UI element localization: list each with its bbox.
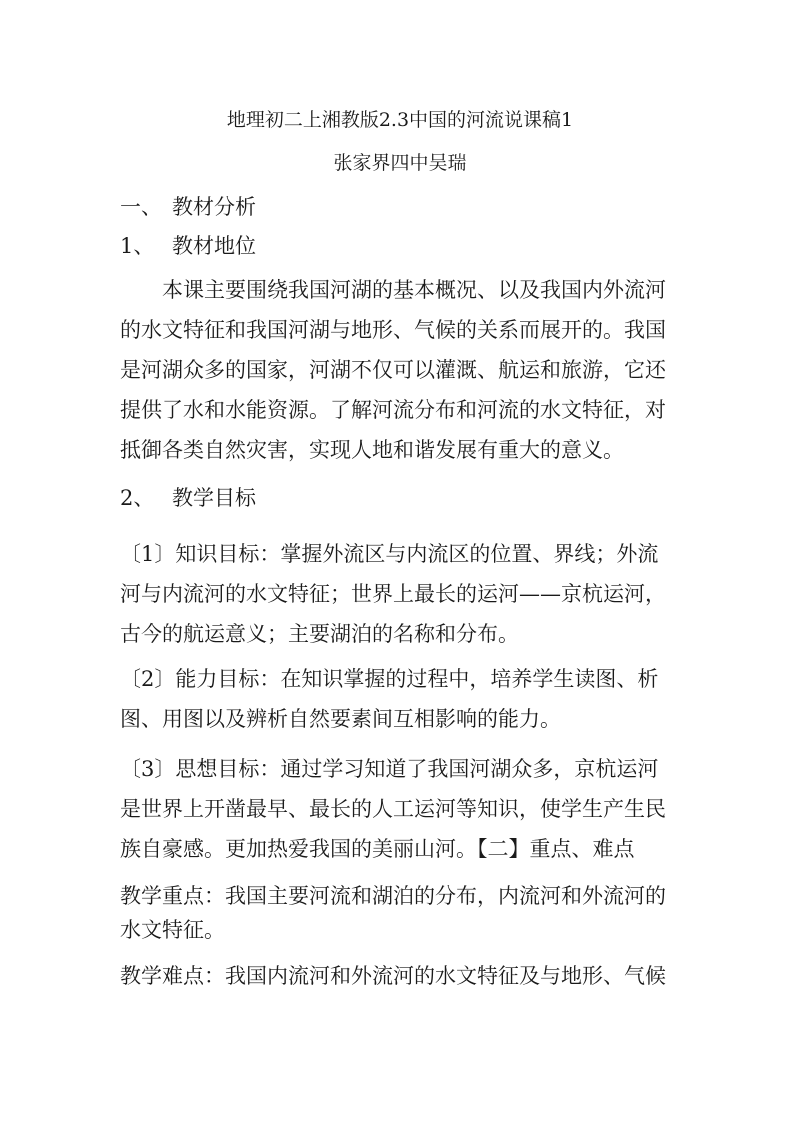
key-points-line: 教学重点：我国主要河流和湖泊的分布，内流河和外流河的 <box>120 884 666 908</box>
key-points-line: 水文特征。 <box>120 918 225 942</box>
subsection-heading-goals <box>120 484 256 512</box>
section-number: 一、 <box>120 195 162 219</box>
document-title: 地理初二上湘教版2.3中国的河流说课稿1 <box>226 109 574 131</box>
difficult-points-line: 教学难点：我国内流河和外流河的水文特征及与地形、气候 <box>120 964 666 988</box>
subsection-heading-text: 教材地位 <box>172 234 256 258</box>
goal-line: 〔3〕思想目标：通过学习知道了我国河湖众多，京杭运河 <box>120 757 659 781</box>
paragraph-line: 抵御各类自然灾害，实现人地和谐发展有重大的意义。 <box>120 438 624 462</box>
section-heading-analysis <box>120 193 256 221</box>
subsection-number: 1、 <box>120 234 155 258</box>
subsection-number: 2、 <box>120 486 155 510</box>
paragraph-line: 提供了水和水能资源。了解河流分布和河流的水文特征，对 <box>120 398 666 422</box>
section-heading-text: 教材分析 <box>172 195 256 219</box>
paragraph-line: 是河湖众多的国家，河湖不仅可以灌溉、航运和旅游，它还 <box>120 358 666 382</box>
subsection-heading-text: 教学目标 <box>172 486 256 510</box>
subsection-heading-position <box>120 232 256 260</box>
goal-line: 古今的航运意义；主要湖泊的名称和分布。 <box>120 622 519 646</box>
goal-line: 河与内流河的水文特征；世界上最长的运河——京杭运河， <box>120 582 666 606</box>
paragraph-line: 的水文特征和我国河湖与地形、气候的关系而展开的。我国 <box>120 318 666 342</box>
paragraph-line: 本课主要围绕我国河湖的基本概况、以及我国内外流河 <box>162 278 666 302</box>
goal-line: 族自豪感。更加热爱我国的美丽山河。【二】重点、难点 <box>120 837 635 861</box>
document-author: 张家界四中吴瑞 <box>333 152 467 174</box>
goal-line: 是世界上开凿最早、最长的人工运河等知识，使学生产生民 <box>120 797 666 821</box>
goal-line: 〔1〕知识目标：掌握外流区与内流区的位置、界线；外流 <box>120 542 659 566</box>
goal-line: 〔2〕能力目标：在知识掌握的过程中，培养学生读图、析 <box>120 667 659 691</box>
goal-line: 图、用图以及辨析自然要素间互相影响的能力。 <box>120 707 561 731</box>
